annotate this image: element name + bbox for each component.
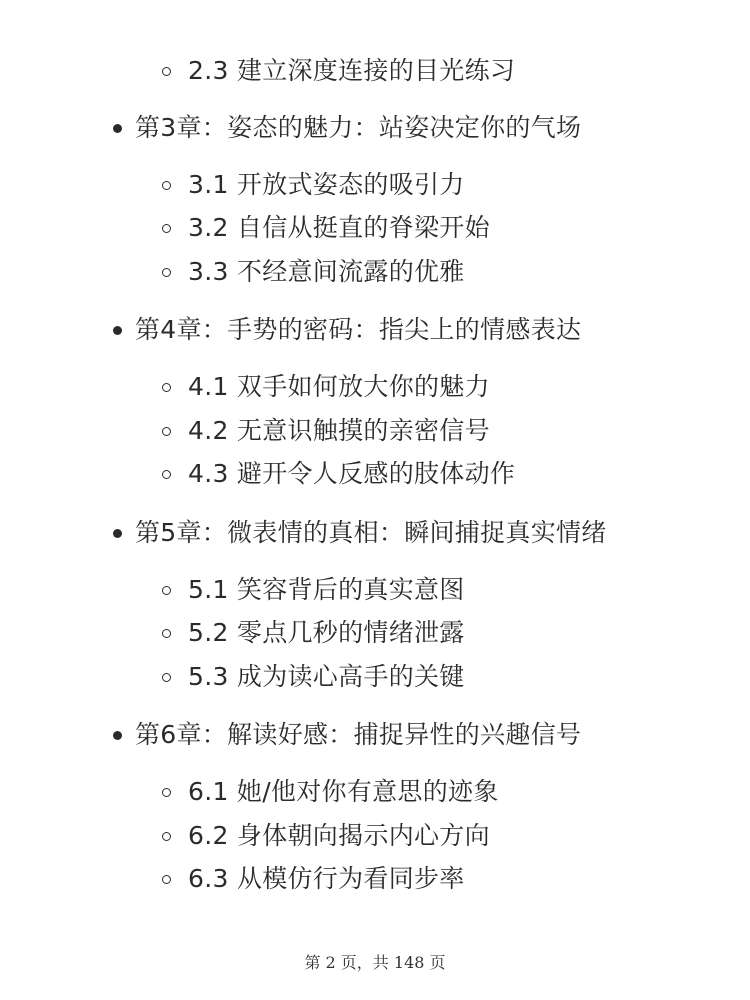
hollow-bullet-icon — [162, 470, 171, 479]
filled-bullet-icon — [113, 124, 122, 133]
toc-section-5-2: 5.2 零点几秒的情绪泄露 — [188, 618, 465, 647]
filled-bullet-icon — [113, 326, 122, 335]
hollow-bullet-icon — [162, 224, 171, 233]
hollow-bullet-icon — [162, 181, 171, 190]
toc-section-2-3: 2.3 建立深度连接的目光练习 — [188, 56, 516, 85]
toc-chapter-5: 第5章：微表情的真相：瞬间捕捉真实情绪 — [135, 518, 607, 547]
toc-section-4-2: 4.2 无意识触摸的亲密信号 — [188, 416, 490, 445]
hollow-bullet-icon — [162, 427, 171, 436]
toc-section-6-1: 6.1 她/他对你有意思的迹象 — [188, 777, 499, 806]
toc-section-4-1: 4.1 双手如何放大你的魅力 — [188, 372, 490, 401]
filled-bullet-icon — [113, 731, 122, 740]
hollow-bullet-icon — [162, 586, 171, 595]
toc-section-5-3: 5.3 成为读心高手的关键 — [188, 662, 465, 691]
hollow-bullet-icon — [162, 788, 171, 797]
toc-chapter-4: 第4章：手势的密码：指尖上的情感表达 — [135, 315, 582, 344]
toc-chapter-3: 第3章：姿态的魅力：站姿决定你的气场 — [135, 113, 582, 142]
hollow-bullet-icon — [162, 875, 171, 884]
hollow-bullet-icon — [162, 268, 171, 277]
toc-section-6-2: 6.2 身体朝向揭示内心方向 — [188, 821, 490, 850]
hollow-bullet-icon — [162, 832, 171, 841]
toc-chapter-6: 第6章：解读好感：捕捉异性的兴趣信号 — [135, 720, 582, 749]
hollow-bullet-icon — [162, 67, 171, 76]
page-footer: 第 2 页，共 148 页 — [304, 953, 446, 972]
toc-section-6-3: 6.3 从模仿行为看同步率 — [188, 864, 465, 893]
toc-section-3-2: 3.2 自信从挺直的脊梁开始 — [188, 213, 490, 242]
hollow-bullet-icon — [162, 673, 171, 682]
hollow-bullet-icon — [162, 629, 171, 638]
hollow-bullet-icon — [162, 383, 171, 392]
toc-section-3-1: 3.1 开放式姿态的吸引力 — [188, 170, 465, 199]
toc-section-3-3: 3.3 不经意间流露的优雅 — [188, 257, 465, 286]
toc-section-5-1: 5.1 笑容背后的真实意图 — [188, 575, 465, 604]
filled-bullet-icon — [113, 529, 122, 538]
toc-section-4-3: 4.3 避开令人反感的肢体动作 — [188, 459, 516, 488]
